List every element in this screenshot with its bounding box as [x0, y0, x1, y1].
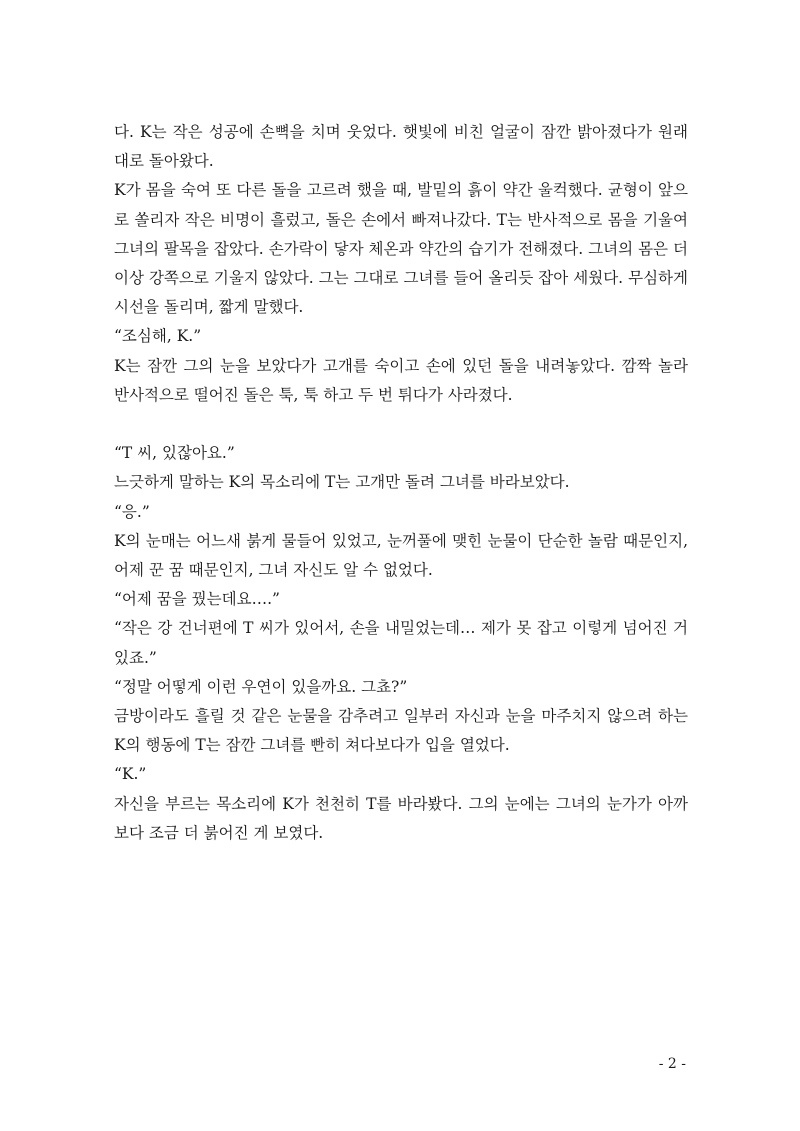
dialogue-dream: “어제 꿈을 꿨는데요….” — [114, 590, 280, 609]
paragraph-6: 금방이라도 흘릴 것 같은 눈물을 감추려고 일부러 자신과 눈을 마주치지 않으려 하는 K의 행동에 T는 잠깐 그녀를 빤히 쳐다보다가 입을 열었다. — [114, 707, 688, 755]
dialogue-careful: “조심해, K.” — [114, 327, 202, 346]
dialogue-yes: “응.” — [114, 502, 150, 521]
dialogue-coincidence: “정말 어떻게 이런 우연이 있을까요. 그쵸?” — [114, 677, 408, 696]
dialogue-river: “작은 강 건너편에 T 씨가 있어서, 손을 내밀었는데… 제가 못 잡고 이렇게 넘어진 거 있죠.” — [114, 619, 688, 667]
body-text — [114, 118, 688, 848]
paragraph-2: K가 몸을 숙여 또 다른 돌을 고르려 했을 때, 발밑의 흙이 약간 울컥했다. 균형이 앞으로 쏠리자 작은 비명이 흘렀고, 돌은 손에서 빠져나갔다. T는 반사적으로 몸을 기울여 그녀의 팔목을 잡았다. 손가락이 닿자 체온과 약간의 습기가 전해졌다. 그녀의 몸은 더 이상 강쪽으로 기울지 않았다. 그는 그대로 그녀를 들어 올리듯 잡아 세웠다. 무심하게 시선을 돌리며, 짧게 말했다. — [114, 181, 688, 317]
blank-line — [114, 410, 688, 439]
dialogue-k: “K.” — [114, 765, 147, 784]
paragraph-1: 다. K는 작은 성공에 손뼉을 치며 웃었다. 햇빛에 비친 얼굴이 잠깐 밝아졌다가 원래대로 돌아왔다. — [114, 123, 688, 171]
page-number: - 2 - — [658, 1056, 686, 1072]
paragraph-7: 자신을 부르는 목소리에 K가 천천히 T를 바라봤다. 그의 눈에는 그녀의 눈가가 아까보다 조금 더 붉어진 게 보였다. — [114, 794, 688, 842]
paragraph-4: 느긋하게 말하는 K의 목소리에 T는 고개만 돌려 그녀를 바라보았다. — [114, 473, 570, 492]
paragraph-3: K는 잠깐 그의 눈을 보았다가 고개를 숙이고 손에 있던 돌을 내려놓았다. 깜짝 놀라 반사적으로 떨어진 돌은 툭, 툭 하고 두 번 튀다가 사라졌다. — [114, 356, 688, 404]
paragraph-5: K의 눈매는 어느새 붉게 물들어 있었고, 눈꺼풀에 맺힌 눈물이 단순한 놀람 때문인지, 어제 꾼 꿈 때문인지, 그녀 자신도 알 수 없었다. — [114, 531, 688, 580]
dialogue-t-you-know: “T 씨, 있잖아요.” — [114, 444, 235, 463]
